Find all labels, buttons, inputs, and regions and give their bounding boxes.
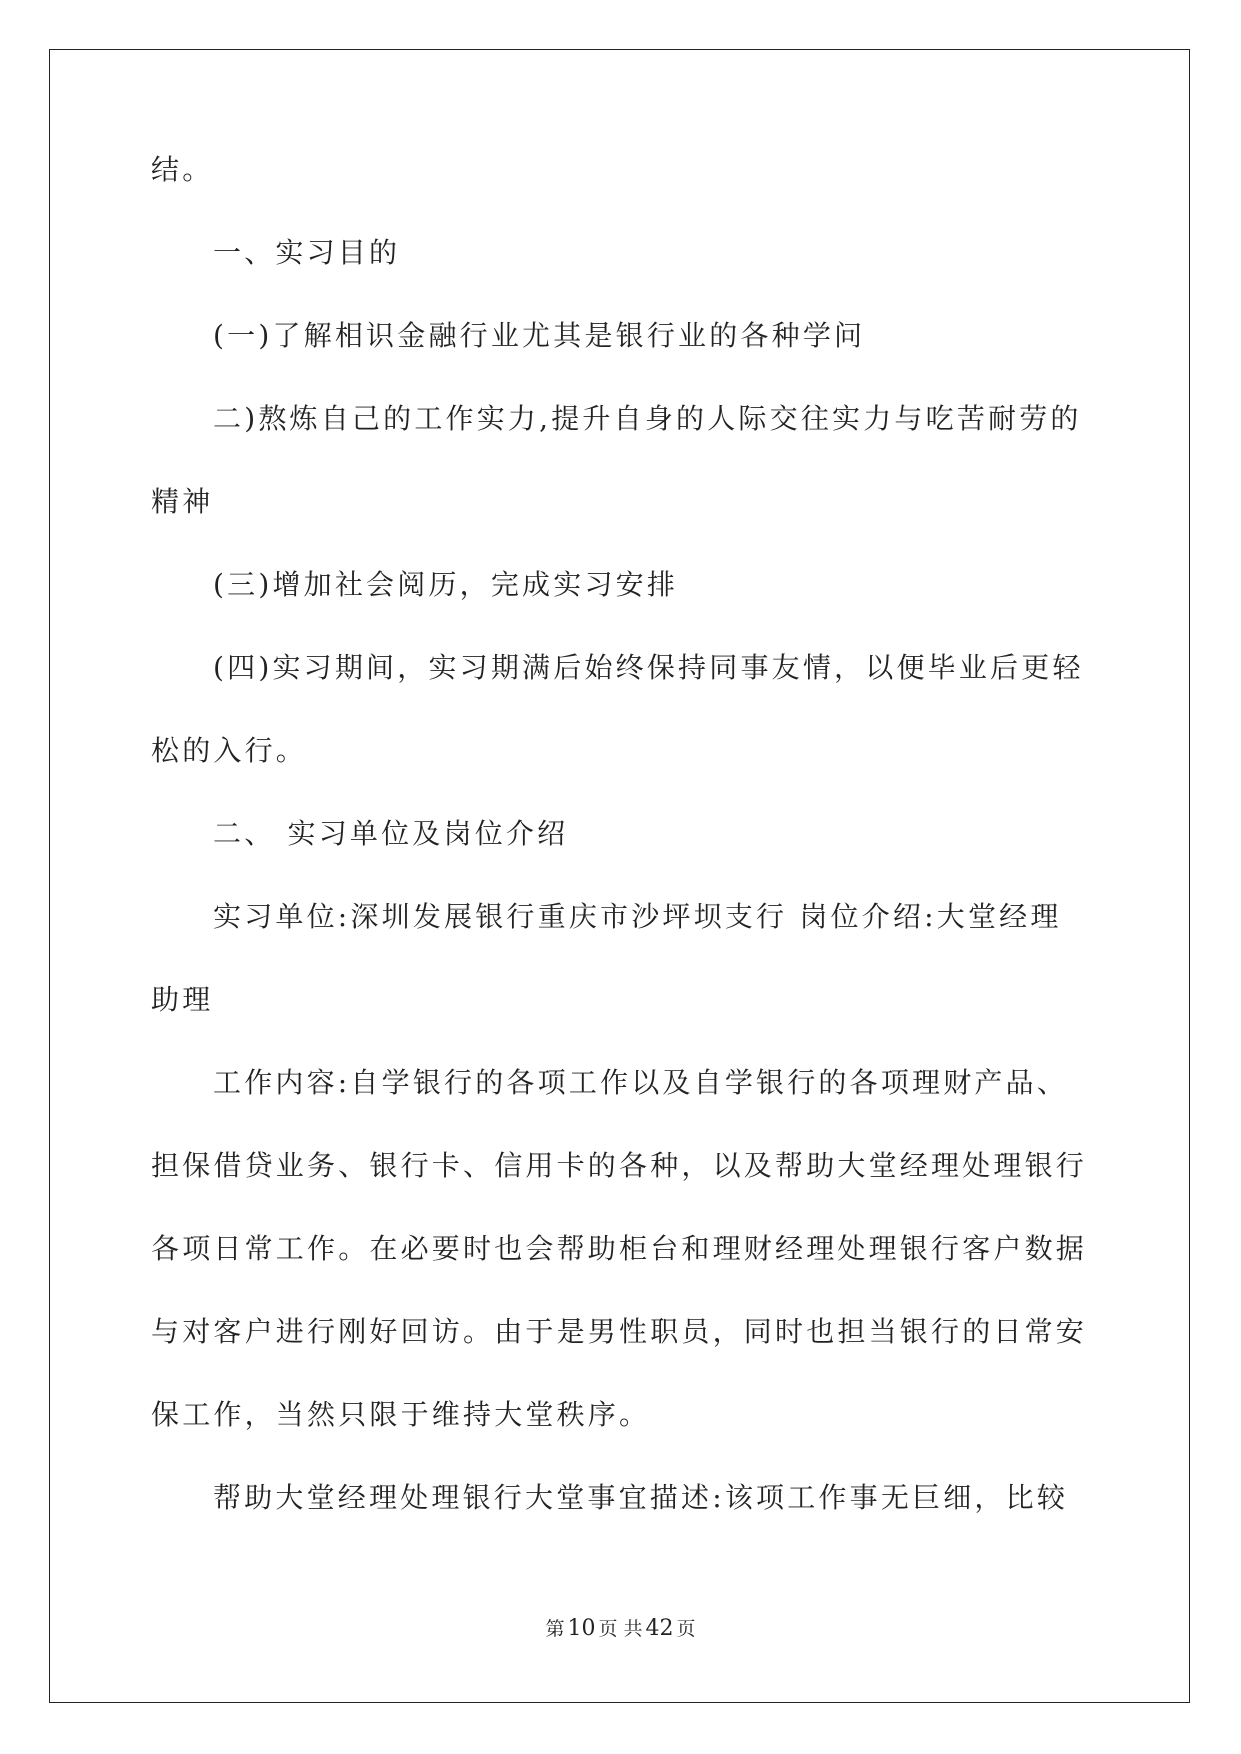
list-item: (三)增加社会阅历，完成实习安排 [213, 568, 679, 601]
paragraph-line: 结。 [151, 153, 214, 186]
section-heading: 二、 实习单位及岗位介绍 [213, 817, 569, 850]
paragraph-line: 各项日常工作。在必要时也会帮助柜台和理财经理处理银行客户数据 [151, 1232, 1088, 1265]
total-pages: 42 [645, 1616, 674, 1641]
list-item: (一)了解相识金融行业尤其是银行业的各种学问 [213, 319, 866, 352]
paragraph-line: 保工作，当然只限于维持大堂秩序。 [151, 1398, 651, 1431]
footer-suffix: 页 [676, 1618, 696, 1640]
list-item: 二)熬炼自己的工作实力,提升自身的人际交往实力与吃苦耐劳的 [213, 402, 1082, 435]
page-number: 10 [567, 1616, 596, 1641]
paragraph-line: 精神 [151, 485, 214, 518]
footer-prefix: 第 [545, 1618, 565, 1640]
footer-middle: 页 共 [598, 1618, 643, 1640]
paragraph-line: 实习单位:深圳发展银行重庆市沙坪坝支行 岗位介绍:大堂经理 [213, 900, 1062, 933]
page-border [49, 49, 1190, 1703]
paragraph-line: 与对客户进行刚好回访。由于是男性职员，同时也担当银行的日常安 [151, 1315, 1088, 1348]
section-heading: 一、实习目的 [213, 236, 401, 269]
paragraph-line: 工作内容:自学银行的各项工作以及自学银行的各项理财产品、 [213, 1066, 1069, 1099]
page-footer [0, 1614, 1241, 1641]
paragraph-line: 帮助大堂经理处理银行大堂事宜描述:该项工作事无巨细，比较 [213, 1481, 1069, 1514]
paragraph-line: 担保借贷业务、银行卡、信用卡的各种，以及帮助大堂经理处理银行 [151, 1149, 1088, 1182]
paragraph-line: 松的入行。 [151, 734, 308, 767]
list-item: (四)实习期间，实习期满后始终保持同事友情，以便毕业后更轻 [213, 651, 1084, 684]
paragraph-line: 助理 [151, 983, 214, 1016]
